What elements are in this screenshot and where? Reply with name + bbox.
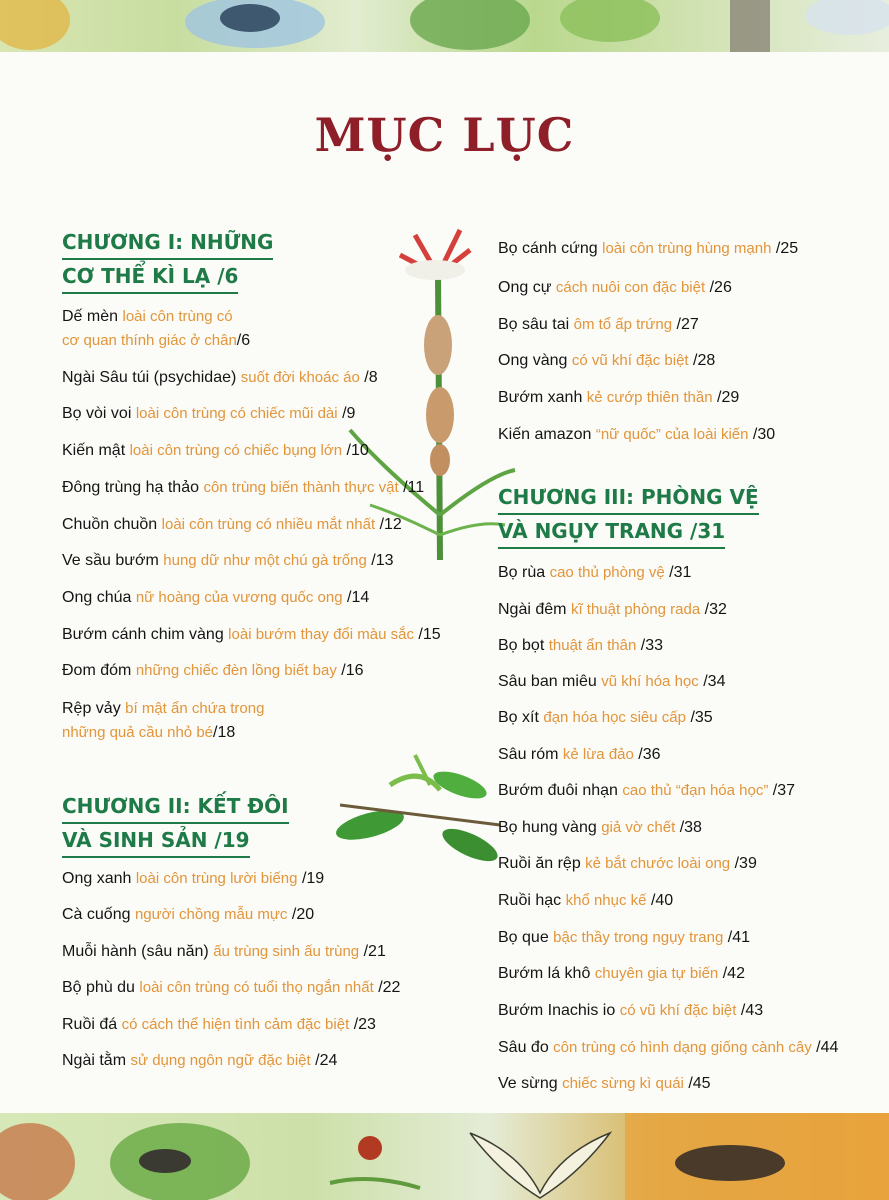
entry-description: đạn hóa học siêu cấp (543, 709, 686, 726)
entry-title: Bộ phù du (62, 979, 135, 996)
toc-entry[interactable] (498, 634, 663, 658)
entry-title: Ruồi đá (62, 1016, 118, 1033)
entry-title: Ruồi ăn rệp (498, 855, 581, 872)
page-title: MỤC LỤC (314, 108, 575, 162)
insect-photo-strip-top (0, 0, 889, 52)
page-number: /6 (236, 332, 251, 349)
toc-entry[interactable] (62, 623, 441, 647)
entry-title: Sâu ban miêu (498, 673, 597, 690)
toc-entry[interactable] (62, 976, 400, 1000)
entry-title: Đom đóm (62, 662, 132, 679)
toc-entry[interactable] (498, 926, 750, 950)
page-number: /8 (364, 369, 378, 386)
toc-entry[interactable] (62, 940, 386, 964)
page-number: /13 (371, 552, 394, 569)
page-number: /16 (341, 662, 364, 679)
toc-entry[interactable] (498, 313, 699, 337)
entry-description: nữ hoàng của vương quốc ong (135, 589, 343, 606)
chapter-3-line-1: CHƯƠNG III: PHÒNG VỆ (498, 481, 759, 515)
entry-description: ôm tổ ấp trứng (573, 316, 673, 333)
toc-entry[interactable] (498, 423, 775, 447)
page-number: /40 (650, 892, 674, 909)
page-number: /31 (669, 564, 692, 581)
chapter-2-line-2: VÀ SINH SẢN /19 (62, 824, 250, 858)
entry-description: cao thủ phòng vệ (549, 564, 665, 581)
page-number: /22 (378, 979, 401, 996)
toc-entry[interactable] (498, 816, 702, 840)
toc-entry[interactable] (62, 402, 355, 426)
toc-entry[interactable] (498, 1036, 838, 1060)
page-number: /44 (816, 1039, 839, 1056)
entry-title: Bướm Inachis io (498, 1002, 616, 1019)
entry-title: Sâu róm (498, 746, 559, 763)
page-number: /33 (640, 637, 663, 654)
chapter-1-line-2: CƠ THỂ KÌ LẠ /6 (62, 260, 238, 294)
entry-title: Bọ rùa (498, 564, 546, 581)
page-number: /28 (693, 352, 716, 369)
page-number: /36 (638, 746, 661, 763)
toc-entry[interactable] (498, 386, 739, 410)
entry-description: người chồng mẫu mực (134, 906, 288, 923)
entry-title: Ngài Sâu túi (psychidae) (62, 369, 237, 386)
entry-title: Sâu đo (498, 1039, 549, 1056)
toc-entry[interactable] (62, 586, 369, 610)
page-number: /43 (740, 1002, 764, 1019)
entry-description: thuật ẩn thân (548, 637, 637, 654)
page-number: /10 (346, 442, 369, 459)
entry-title: Kiến amazon (498, 426, 592, 443)
toc-entry[interactable] (498, 706, 713, 730)
entry-description: loài côn trùng có (122, 308, 233, 325)
entry-description: có cách thể hiện tình cảm đặc biệt (121, 1016, 350, 1033)
entry-description: hung dữ như một chú gà trống (163, 552, 367, 569)
bottom-photo-border (0, 1113, 889, 1200)
entry-title: Bọ vòi voi (62, 405, 132, 422)
entry-title: Đông trùng hạ thảo (62, 479, 199, 496)
page-number: /35 (690, 709, 713, 726)
entry-description: kẻ bắt chước loài ong (585, 855, 731, 872)
entry-title: Bướm cánh chim vàng (62, 626, 224, 643)
entry-description: chiếc sừng kì quái (562, 1075, 684, 1092)
entry-title: Kiến mật (62, 442, 126, 459)
entry-title: Ve sầu bướm (62, 552, 159, 569)
entry-description: giả vờ chết (601, 819, 676, 836)
entry-title: Bọ hung vàng (498, 819, 597, 836)
toc-entry[interactable] (498, 1072, 711, 1096)
entry-description: có vũ khí đặc biệt (619, 1002, 737, 1019)
entry-title: Bọ que (498, 929, 549, 946)
entry-description: cách nuôi con đặc biệt (555, 279, 706, 296)
entry-description-continued: cơ quan thính giác ở chân (62, 332, 237, 349)
page-number: /27 (676, 316, 699, 333)
page-number: /14 (347, 589, 370, 606)
entry-description: vũ khí hóa học (601, 673, 699, 690)
toc-entry[interactable] (62, 476, 424, 500)
entry-description: “nữ quốc” của loài kiến (595, 426, 749, 443)
toc-entry[interactable] (498, 743, 661, 767)
page-number: /11 (403, 479, 425, 496)
entry-title: Ngài tằm (62, 1052, 127, 1069)
entry-title: Bướm xanh (498, 389, 583, 406)
entry-title: Ve sừng (498, 1075, 558, 1092)
toc-entry[interactable] (62, 659, 364, 683)
entry-description: kẻ lừa đảo (562, 746, 634, 763)
entry-description: loài côn trùng có chiếc bụng lớn (129, 442, 343, 459)
toc-entry[interactable] (498, 962, 745, 986)
page-number: /45 (688, 1075, 711, 1092)
page-number: /32 (704, 601, 727, 618)
entry-description: có vũ khí đặc biệt (571, 352, 689, 369)
page-number: /41 (727, 929, 750, 946)
entry-title: Ruồi hạc (498, 892, 562, 909)
entry-description: sử dụng ngôn ngữ đặc biệt (130, 1052, 311, 1069)
toc-entry[interactable] (498, 999, 763, 1023)
entry-title: Bọ xít (498, 709, 539, 726)
entry-title: Ong cự (498, 279, 552, 296)
toc-entry[interactable] (498, 889, 673, 913)
chapter-3-heading (498, 481, 759, 549)
entry-description: bí mật ẩn chứa trong (125, 700, 265, 717)
toc-entry[interactable] (62, 1049, 337, 1073)
chapter-1-heading (62, 226, 273, 294)
entry-description: côn trùng biến thành thực vật (203, 479, 399, 496)
chapter-2-heading (62, 790, 289, 858)
entry-description: côn trùng có hình dạng giống cành cây (553, 1039, 812, 1056)
entry-title: Ngài đêm (498, 601, 567, 618)
entry-description: cao thủ “đạn hóa học” (622, 782, 769, 799)
entry-description: suốt đời khoác áo (240, 369, 360, 386)
entry-title: Bướm đuôi nhạn (498, 782, 618, 799)
toc-entry[interactable] (62, 903, 314, 927)
entry-description-continued: những quả cầu nhỏ bé (62, 724, 214, 741)
entry-description: những chiếc đèn lồng biết bay (135, 662, 337, 679)
page-number: /26 (709, 279, 732, 296)
page-number: /29 (717, 389, 740, 406)
entry-title: Cà cuống (62, 906, 131, 923)
page-number: /38 (679, 819, 702, 836)
entry-title: Ong xanh (62, 870, 132, 887)
toc-entry[interactable] (498, 670, 725, 694)
entry-description: ấu trùng sinh ấu trùng (213, 943, 360, 960)
entry-description: loài côn trùng có chiếc mũi dài (135, 405, 338, 422)
page-number: /19 (301, 870, 325, 887)
entry-description: bậc thầy trong ngụy trang (553, 929, 724, 946)
page-number: /25 (775, 240, 799, 257)
entry-description: khổ nhục kế (565, 892, 647, 909)
entry-title: Bọ sâu tai (498, 316, 570, 333)
page-number: /20 (291, 906, 315, 923)
entry-title: Ong vàng (498, 352, 568, 369)
entry-title: Bướm lá khô (498, 965, 591, 982)
toc-entry[interactable] (62, 513, 402, 537)
chapter-1-line-1: CHƯƠNG I: NHỮNG (62, 226, 273, 260)
toc-entry[interactable] (62, 439, 369, 463)
mantis-illustration (320, 745, 510, 865)
page-number: /12 (379, 516, 402, 533)
entry-description: loài côn trùng hùng mạnh (602, 240, 772, 257)
page-number: /42 (722, 965, 745, 982)
entry-title: Bọ cánh cứng (498, 240, 598, 257)
page-number: /39 (734, 855, 757, 872)
toc-entry[interactable] (62, 697, 264, 745)
entry-description: loài côn trùng có tuổi thọ ngắn nhất (139, 979, 374, 996)
page-number: /23 (353, 1016, 376, 1033)
entry-title: Rệp vảy (62, 700, 121, 717)
entry-description: loài bướm thay đổi màu sắc (228, 626, 414, 643)
insect-photo-strip-bottom (0, 1113, 889, 1200)
page-number: /18 (213, 724, 236, 741)
chapter-2-line-1: CHƯƠNG II: KẾT ĐÔI (62, 790, 289, 824)
entry-description: kẻ cướp thiên thần (586, 389, 713, 406)
page-number: /37 (772, 782, 796, 799)
entry-description: kĩ thuật phòng rada (570, 601, 701, 618)
entry-title: Chuồn chuồn (62, 516, 158, 533)
top-photo-border (0, 0, 889, 52)
toc-entry[interactable] (498, 237, 798, 261)
toc-entry[interactable] (498, 779, 795, 803)
page-number: /9 (342, 405, 356, 422)
page-number: /34 (703, 673, 726, 690)
toc-entry[interactable] (62, 366, 378, 390)
toc-entry[interactable] (498, 598, 727, 622)
toc-entry[interactable] (62, 549, 394, 573)
entry-description: loài côn trùng có nhiều mắt nhất (161, 516, 376, 533)
toc-entry[interactable] (498, 561, 691, 585)
entry-description: chuyên gia tự biến (594, 965, 719, 982)
toc-entry[interactable] (498, 349, 715, 373)
toc-entry[interactable] (498, 852, 757, 876)
toc-entry[interactable] (498, 276, 732, 300)
entry-title: Dế mèn (62, 308, 119, 325)
page-number: /21 (363, 943, 386, 960)
entry-title: Bọ bọt (498, 637, 545, 654)
entry-title: Muỗi hành (sâu năn) (62, 943, 209, 960)
page-number: /24 (315, 1052, 338, 1069)
toc-entry[interactable] (62, 867, 324, 891)
toc-entry[interactable] (62, 1013, 376, 1037)
chapter-3-line-2: VÀ NGỤY TRANG /31 (498, 515, 725, 549)
toc-entry[interactable] (62, 305, 250, 353)
entry-description: loài côn trùng lười biếng (135, 870, 298, 887)
entry-title: Ong chúa (62, 589, 132, 606)
page-number: /15 (418, 626, 441, 643)
page-number: /30 (752, 426, 776, 443)
